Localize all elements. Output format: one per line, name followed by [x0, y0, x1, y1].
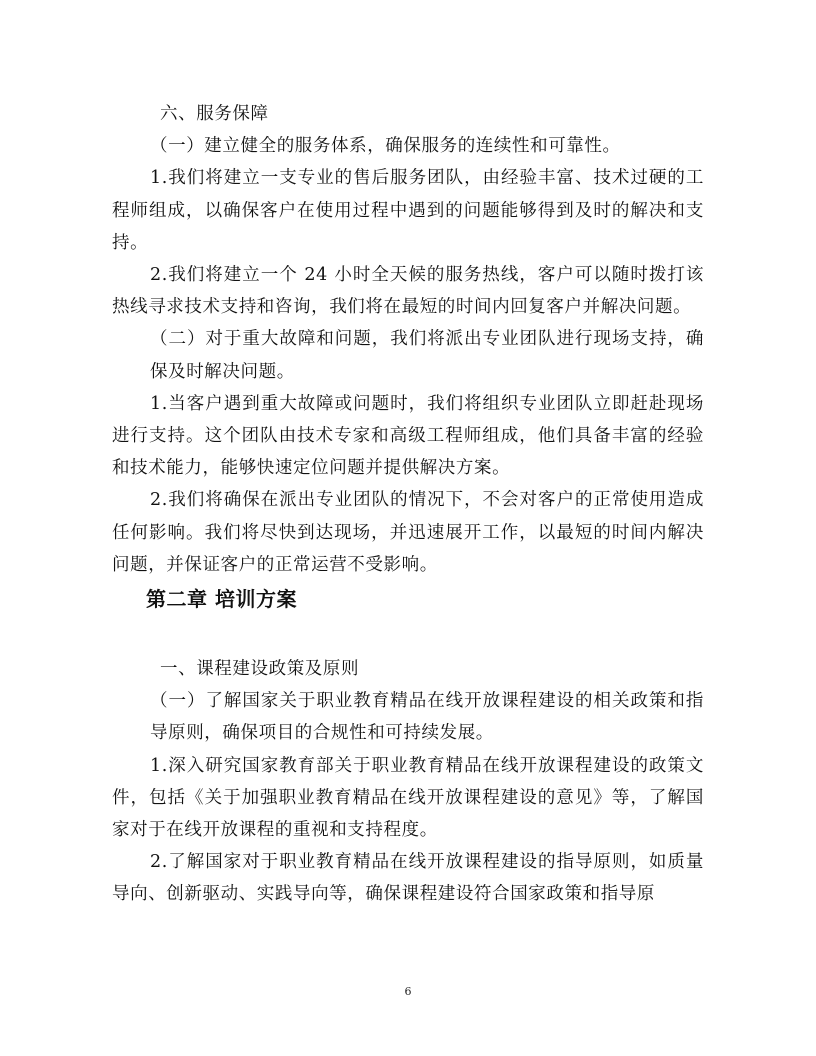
subsection-heading-national-policy: （一）了解国家关于职业教育精品在线开放课程建设的相关政策和指导原则，确保项目的合规性和可持续发展。 — [150, 691, 704, 744]
paragraph-policy-research: 1.深入研究国家教育部关于职业教育精品在线开放课程建设的政策文件，包括《关于加强职业教育精品在线开放课程建设的意见》等，了解国家对于在线开放课程的重视和支持程度。 — [112, 755, 704, 841]
paragraph-onsite-team: 1.当客户遇到重大故障或问题时，我们将组织专业团队立即赶赴现场进行支持。这个团队由技术专家和高级工程师组成，他们具备丰富的经验和技术能力，能够快速定位问题并提供解决方案。 — [112, 393, 704, 479]
page-number: 6 — [404, 985, 412, 998]
paragraph-no-impact: 2.我们将确保在派出专业团队的情况下，不会对客户的正常使用造成任何影响。我们将尽快到达现场，并迅速展开工作，以最短的时间内解决问题，并保证客户的正常运营不受影响。 — [112, 490, 704, 575]
paragraph-guiding-principles: 2.了解国家对于职业教育精品在线开放课程建设的指导原则，如质量导向、创新驱动、实践导向等，确保课程建设符合国家政策和指导原 — [112, 852, 704, 905]
paragraph-after-sales-team: 1.我们将建立一支专业的售后服务团队，由经验丰富、技术过硬的工程师组成，以确保客户在使用过程中遇到的问题能够得到及时的解决和支持。 — [112, 168, 704, 253]
section-heading-course-policy: 一、课程建设政策及原则 — [160, 659, 360, 680]
subsection-heading-onsite-support: （二）对于重大故障和问题，我们将派出专业团队进行现场支持，确保及时解决问题。 — [150, 329, 704, 382]
subsection-heading-service-system: （一）建立健全的服务体系，确保服务的连续性和可靠性。 — [150, 136, 621, 157]
spacer — [112, 615, 704, 653]
section-heading-service-guarantee: 六、服务保障 — [160, 104, 269, 124]
page-content — [112, 98, 704, 911]
chapter-title: 第二章 培训方案 — [146, 587, 297, 612]
paragraph-service-hotline: 2.我们将建立一个 24 小时全天候的服务热线，客户可以随时拨打该热线寻求技术支持和咨询，我们将在最短的时间内回复客户并解决问题。 — [112, 265, 704, 318]
